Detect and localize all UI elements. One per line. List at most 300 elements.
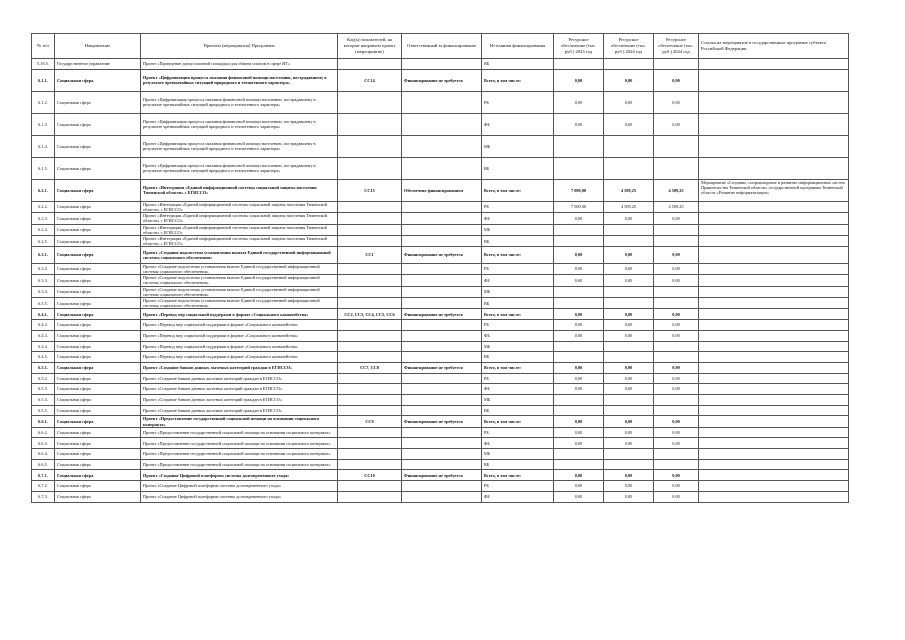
row-direction: Социальная сфера xyxy=(55,416,141,427)
row-direction: Социальная сфера xyxy=(55,341,141,352)
row-direction: Социальная сфера xyxy=(55,352,141,363)
row-value-2025: 0,00 xyxy=(654,438,699,449)
row-number: 6.2.3. xyxy=(32,213,55,224)
row-value-2024 xyxy=(604,352,654,363)
row-value-2023: 0,00 xyxy=(554,384,604,395)
row-direction: Социальная сфера xyxy=(55,263,141,274)
row-value-2025: 4 509,25 xyxy=(654,179,699,201)
row-value-2024: 0,00 xyxy=(604,330,654,341)
row-value-2025 xyxy=(654,394,699,405)
row-value-2023: 0,00 xyxy=(554,491,604,502)
row-kpi xyxy=(338,224,402,235)
table-row xyxy=(32,470,849,481)
row-project: Проект «Предоставление государственной социальной помощи на основании социального контракта» xyxy=(141,427,338,438)
table-row xyxy=(32,449,849,460)
row-project: Проект «Цифровизация процесса оказания финансовой помощи населению, пострадавшему в результате чрезвычайных ситуаций природного и техногенного характера» xyxy=(141,113,338,135)
row-responsible: Финансирование не требуется xyxy=(402,247,482,264)
row-value-2025: 0,00 xyxy=(654,330,699,341)
row-link-note xyxy=(699,384,849,395)
row-responsible: Финансирование не требуется xyxy=(402,69,482,91)
row-value-2025: 0,00 xyxy=(654,275,699,286)
row-responsible: Финансирование не требуется xyxy=(402,309,482,320)
row-number: 6.1.3. xyxy=(32,113,55,135)
row-number: 6.1.5. xyxy=(32,157,55,179)
row-number: 6.3.2. xyxy=(32,263,55,274)
row-kpi xyxy=(338,275,402,286)
row-value-2023: 0,00 xyxy=(554,275,604,286)
row-number: 6.3.5. xyxy=(32,298,55,309)
table-row xyxy=(32,416,849,427)
row-link-note xyxy=(699,224,849,235)
row-source: МБ xyxy=(482,449,554,460)
row-source: ВБ xyxy=(482,405,554,416)
row-responsible xyxy=(402,275,482,286)
row-value-2024 xyxy=(604,135,654,157)
row-link-note xyxy=(699,201,849,212)
row-value-2023: 0,00 xyxy=(554,91,604,113)
row-source: ФБ xyxy=(482,113,554,135)
row-kpi xyxy=(338,91,402,113)
row-number: 6.6.3. xyxy=(32,438,55,449)
row-value-2024: 0,00 xyxy=(604,263,654,274)
budget-table-page xyxy=(31,33,848,503)
row-direction: Социальная сфера xyxy=(55,298,141,309)
row-number: 6.4.2. xyxy=(32,320,55,331)
row-value-2024: 4 509,25 xyxy=(604,201,654,212)
row-direction: Социальная сфера xyxy=(55,438,141,449)
row-source: ВБ xyxy=(482,459,554,470)
row-direction: Социальная сфера xyxy=(55,247,141,264)
row-source: ВБ xyxy=(482,59,554,70)
row-value-2023: 0,00 xyxy=(554,263,604,274)
row-direction: Социальная сфера xyxy=(55,373,141,384)
row-value-2025: 0,00 xyxy=(654,470,699,481)
row-value-2024 xyxy=(604,157,654,179)
row-value-2024: 4 509,25 xyxy=(604,179,654,201)
row-source: РБ xyxy=(482,91,554,113)
row-project: Проект «Создание подсистемы установления выплат Единой государственной информационной системы социального обеспечения» xyxy=(141,247,338,264)
row-kpi xyxy=(338,427,402,438)
table-row xyxy=(32,275,849,286)
row-number: 6.6.1. xyxy=(32,416,55,427)
row-responsible xyxy=(402,373,482,384)
row-value-2025: 0,00 xyxy=(654,320,699,331)
row-value-2025 xyxy=(654,449,699,460)
row-value-2025: 0,00 xyxy=(654,416,699,427)
row-value-2024: 0,00 xyxy=(604,320,654,331)
row-value-2023: 0,00 xyxy=(554,373,604,384)
row-value-2024: 0,00 xyxy=(604,309,654,320)
row-link-note xyxy=(699,352,849,363)
row-value-2023 xyxy=(554,224,604,235)
row-value-2024 xyxy=(604,405,654,416)
row-link-note xyxy=(699,157,849,179)
row-kpi xyxy=(338,373,402,384)
row-kpi: СС1 xyxy=(338,247,402,264)
row-kpi xyxy=(338,59,402,70)
table-row xyxy=(32,481,849,492)
row-responsible xyxy=(402,157,482,179)
row-link-note xyxy=(699,286,849,297)
row-direction: Социальная сфера xyxy=(55,320,141,331)
row-project: Проект «Интеграция «Единой информационной системы социальной защиты населения Тюменской области» с ЕГИССО» xyxy=(141,224,338,235)
row-value-2024: 0,00 xyxy=(604,91,654,113)
row-kpi xyxy=(338,213,402,224)
row-source: МБ xyxy=(482,394,554,405)
row-link-note xyxy=(699,481,849,492)
row-source: МБ xyxy=(482,224,554,235)
row-kpi: СС10 xyxy=(338,470,402,481)
row-link-note xyxy=(699,491,849,502)
row-responsible xyxy=(402,286,482,297)
row-responsible xyxy=(402,320,482,331)
row-project: Проект «Цифровизация процесса оказания финансовой помощи населению, пострадавшему в результате чрезвычайных ситуаций природного и техногенного характера» xyxy=(141,157,338,179)
row-value-2025: 0,00 xyxy=(654,427,699,438)
table-row xyxy=(32,394,849,405)
row-kpi xyxy=(338,438,402,449)
row-project: Проект «Создание банков данных льготных категорий граждан в ЕГИССО» xyxy=(141,362,338,373)
row-value-2023: 7 000,00 xyxy=(554,179,604,201)
row-direction: Социальная сфера xyxy=(55,157,141,179)
row-kpi xyxy=(338,330,402,341)
row-link-note xyxy=(699,459,849,470)
row-project: Проект «Создание Цифровой платформы системы долговременного ухода» xyxy=(141,481,338,492)
row-value-2024 xyxy=(604,298,654,309)
row-number: 6.5.5. xyxy=(32,405,55,416)
table-row xyxy=(32,286,849,297)
row-value-2025 xyxy=(654,405,699,416)
row-value-2025: 0,00 xyxy=(654,481,699,492)
row-project: Проект «Перевод мер социальной поддержки в формат «Социального казначейства» xyxy=(141,352,338,363)
row-link-note xyxy=(699,470,849,481)
row-project: Проект «Интеграция «Единой информационной системы социальной защиты населения Тюменской области» с ЕГИССО» xyxy=(141,179,338,201)
row-project: Проект «Создание подсистемы установления выплат Единой государственной информационной системы социального обеспечения» xyxy=(141,298,338,309)
row-link-note xyxy=(699,394,849,405)
row-source: МБ xyxy=(482,286,554,297)
row-number: 6.1.2. xyxy=(32,91,55,113)
row-value-2023 xyxy=(554,394,604,405)
row-link-note xyxy=(699,405,849,416)
row-responsible xyxy=(402,235,482,246)
row-value-2023: 0,00 xyxy=(554,320,604,331)
table-row xyxy=(32,341,849,352)
row-value-2024: 0,00 xyxy=(604,275,654,286)
row-value-2023 xyxy=(554,157,604,179)
row-direction: Государственное управление xyxy=(55,59,141,70)
row-responsible xyxy=(402,384,482,395)
row-link-note xyxy=(699,263,849,274)
table-row xyxy=(32,309,849,320)
row-value-2023: 0,00 xyxy=(554,247,604,264)
row-direction: Социальная сфера xyxy=(55,213,141,224)
header-row xyxy=(32,34,849,59)
row-value-2025: 0,00 xyxy=(654,491,699,502)
row-direction: Социальная сфера xyxy=(55,113,141,135)
row-responsible xyxy=(402,113,482,135)
row-link-note xyxy=(699,298,849,309)
row-value-2023: 0,00 xyxy=(554,416,604,427)
row-value-2023: 0,00 xyxy=(554,470,604,481)
row-kpi: СС7, СС8 xyxy=(338,362,402,373)
row-project: Проект «Перевод мер социальной поддержки в формат «Социального казначейства» xyxy=(141,320,338,331)
row-value-2025 xyxy=(654,59,699,70)
row-value-2023 xyxy=(554,286,604,297)
row-value-2023: 0,00 xyxy=(554,69,604,91)
row-value-2024: 0,00 xyxy=(604,416,654,427)
row-kpi xyxy=(338,449,402,460)
row-value-2024: 0,00 xyxy=(604,384,654,395)
row-number: 6.2.1. xyxy=(32,179,55,201)
row-value-2024 xyxy=(604,341,654,352)
row-value-2024: 0,00 xyxy=(604,491,654,502)
row-link-note xyxy=(699,362,849,373)
row-value-2025: 4 509,25 xyxy=(654,201,699,212)
row-value-2025: 0,00 xyxy=(654,247,699,264)
row-value-2024: 0,00 xyxy=(604,470,654,481)
table-row xyxy=(32,384,849,395)
row-link-note xyxy=(699,135,849,157)
row-kpi xyxy=(338,298,402,309)
row-project: Проект «Создание подсистемы установления выплат Единой государственной информационной системы социального обеспечения» xyxy=(141,286,338,297)
row-kpi xyxy=(338,286,402,297)
row-value-2025: 0,00 xyxy=(654,69,699,91)
row-responsible xyxy=(402,449,482,460)
row-responsible: Обеспечено финансированием xyxy=(402,179,482,201)
row-project: Проект «Интеграция «Единой информационной системы социальной защиты населения Тюменской области» с ЕГИССО» xyxy=(141,213,338,224)
row-kpi xyxy=(338,481,402,492)
row-value-2025 xyxy=(654,235,699,246)
row-number: 6.6.2. xyxy=(32,427,55,438)
row-kpi: СС2, СС3, СС4, СС5, СС6 xyxy=(338,309,402,320)
row-value-2023 xyxy=(554,449,604,460)
row-source: РБ xyxy=(482,263,554,274)
row-direction: Социальная сфера xyxy=(55,286,141,297)
row-value-2023 xyxy=(554,298,604,309)
row-project: Проект «Перевод мер социальной поддержки в формат «Социального казначейства» xyxy=(141,309,338,320)
row-link-note xyxy=(699,113,849,135)
row-responsible xyxy=(402,352,482,363)
row-link-note xyxy=(699,320,849,331)
row-value-2025: 0,00 xyxy=(654,373,699,384)
row-number: 6.5.4. xyxy=(32,394,55,405)
row-kpi xyxy=(338,235,402,246)
row-value-2024: 0,00 xyxy=(604,427,654,438)
row-responsible xyxy=(402,394,482,405)
row-source: ФБ xyxy=(482,438,554,449)
row-direction: Социальная сфера xyxy=(55,449,141,460)
row-value-2023 xyxy=(554,341,604,352)
row-kpi xyxy=(338,157,402,179)
row-responsible xyxy=(402,341,482,352)
row-direction: Социальная сфера xyxy=(55,405,141,416)
row-direction: Социальная сфера xyxy=(55,235,141,246)
row-direction: Социальная сфера xyxy=(55,470,141,481)
row-value-2023 xyxy=(554,459,604,470)
row-link-note: Мероприятие «Создание, сопровождение и развитие информационных систем Правительства Тюменской области» государственной программы Тюменской области «Развитие информатизации» xyxy=(699,179,849,201)
row-kpi: СС15 xyxy=(338,179,402,201)
header-link: Ссылка на мероприятие в государственные программе субъекта Российской Федерации xyxy=(699,34,849,59)
row-value-2023: 0,00 xyxy=(554,213,604,224)
row-project: Проект «Цифровизация процесса оказания финансовой помощи населению, пострадавшему в результате чрезвычайных ситуаций природного и техногенного характера» xyxy=(141,69,338,91)
row-value-2024 xyxy=(604,224,654,235)
row-source: Всего, в том числе: xyxy=(482,309,554,320)
row-kpi xyxy=(338,352,402,363)
row-project: Проект «Цифровизация процесса оказания финансовой помощи населению, пострадавшему в результате чрезвычайных ситуаций природного и техногенного характера» xyxy=(141,91,338,113)
table-row xyxy=(32,113,849,135)
row-source: МБ xyxy=(482,135,554,157)
row-value-2025: 0,00 xyxy=(654,384,699,395)
row-value-2024: 0,00 xyxy=(604,481,654,492)
row-source: Всего, в том числе: xyxy=(482,362,554,373)
row-number: 6.4.4. xyxy=(32,341,55,352)
row-value-2025 xyxy=(654,286,699,297)
row-project: Проект «Интеграция «Единой информационной системы социальной защиты населения Тюменской области» с ЕГИССО» xyxy=(141,201,338,212)
row-number: 6.4.5. xyxy=(32,352,55,363)
row-source: РБ xyxy=(482,201,554,212)
row-source: Всего, в том числе: xyxy=(482,179,554,201)
row-source: ФБ xyxy=(482,491,554,502)
row-project: Проект «Создание банков данных льготных категорий граждан в ЕГИССО» xyxy=(141,394,338,405)
row-direction: Социальная сфера xyxy=(55,69,141,91)
row-responsible xyxy=(402,59,482,70)
header-direction: Направление xyxy=(55,34,141,59)
row-project: Проект «Предоставление государственной социальной помощи на основании социального контракта» xyxy=(141,449,338,460)
row-link-note xyxy=(699,235,849,246)
row-value-2023 xyxy=(554,135,604,157)
row-value-2024: 0,00 xyxy=(604,113,654,135)
row-value-2023: 0,00 xyxy=(554,113,604,135)
row-value-2023: 0,00 xyxy=(554,438,604,449)
row-responsible xyxy=(402,298,482,309)
row-kpi xyxy=(338,491,402,502)
row-source: РБ xyxy=(482,320,554,331)
table-row xyxy=(32,330,849,341)
table-row xyxy=(32,459,849,470)
row-kpi: СС14 xyxy=(338,69,402,91)
row-project: Проект «Создание Цифровой платформы системы долговременного ухода» xyxy=(141,470,338,481)
row-value-2025: 0,00 xyxy=(654,91,699,113)
row-number: 6.6.5. xyxy=(32,459,55,470)
row-source: Всего, в том числе: xyxy=(482,247,554,264)
row-source: РБ xyxy=(482,373,554,384)
row-kpi xyxy=(338,341,402,352)
row-number: 5.16.5. xyxy=(32,59,55,70)
table-body xyxy=(32,59,849,503)
table-row xyxy=(32,352,849,363)
table-row xyxy=(32,491,849,502)
row-responsible xyxy=(402,481,482,492)
row-direction: Социальная сфера xyxy=(55,481,141,492)
row-kpi xyxy=(338,263,402,274)
table-row xyxy=(32,201,849,212)
row-value-2023 xyxy=(554,405,604,416)
row-responsible: Финансирование не требуется xyxy=(402,362,482,373)
row-number: 6.3.3. xyxy=(32,275,55,286)
row-source: ВБ xyxy=(482,352,554,363)
table-row xyxy=(32,224,849,235)
row-value-2023: 0,00 xyxy=(554,362,604,373)
table-row xyxy=(32,427,849,438)
table-row xyxy=(32,213,849,224)
row-direction: Социальная сфера xyxy=(55,491,141,502)
row-number: 6.2.2. xyxy=(32,201,55,212)
row-project: Проект «Перевод мер социальной поддержки в формат «Социального казначейства» xyxy=(141,341,338,352)
row-project: Проект «Интеграция «Единой информационной системы социальной защиты населения Тюменской области» с ЕГИССО» xyxy=(141,235,338,246)
row-number: 6.5.1. xyxy=(32,362,55,373)
row-source: Всего, в том числе: xyxy=(482,470,554,481)
row-direction: Социальная сфера xyxy=(55,330,141,341)
row-value-2025: 0,00 xyxy=(654,362,699,373)
row-value-2024: 0,00 xyxy=(604,373,654,384)
row-kpi xyxy=(338,394,402,405)
row-value-2025 xyxy=(654,135,699,157)
row-source: ФБ xyxy=(482,275,554,286)
row-direction: Социальная сфера xyxy=(55,91,141,113)
table-row xyxy=(32,69,849,91)
row-direction: Социальная сфера xyxy=(55,362,141,373)
table-row xyxy=(32,179,849,201)
row-responsible xyxy=(402,438,482,449)
row-value-2023: 7 000,00 xyxy=(554,201,604,212)
row-responsible xyxy=(402,201,482,212)
row-link-note xyxy=(699,427,849,438)
row-source: ФБ xyxy=(482,213,554,224)
row-number: 6.1.4. xyxy=(32,135,55,157)
row-source: ВБ xyxy=(482,235,554,246)
row-direction: Социальная сфера xyxy=(55,427,141,438)
row-direction: Социальная сфера xyxy=(55,224,141,235)
row-responsible xyxy=(402,263,482,274)
row-number: 6.7.1. xyxy=(32,470,55,481)
header-2025: Ресурсное обеспечение (тыс. руб.) 2024 год xyxy=(654,34,699,59)
table-row xyxy=(32,362,849,373)
table-row xyxy=(32,373,849,384)
row-source: ФБ xyxy=(482,330,554,341)
row-direction: Социальная сфера xyxy=(55,201,141,212)
row-kpi xyxy=(338,113,402,135)
row-project: Проект «Создание Цифровой платформы системы долговременного ухода» xyxy=(141,491,338,502)
row-link-note xyxy=(699,213,849,224)
row-number: 6.4.1. xyxy=(32,309,55,320)
row-direction: Социальная сфера xyxy=(55,394,141,405)
row-value-2023: 0,00 xyxy=(554,481,604,492)
row-project: Проект «Предоставление государственной социальной помощи на основании социального контракта» xyxy=(141,459,338,470)
row-number: 6.2.4. xyxy=(32,224,55,235)
row-value-2025 xyxy=(654,157,699,179)
table-row xyxy=(32,405,849,416)
row-kpi xyxy=(338,201,402,212)
row-number: 6.4.3. xyxy=(32,330,55,341)
row-responsible xyxy=(402,135,482,157)
table-row xyxy=(32,320,849,331)
row-link-note xyxy=(699,330,849,341)
table-row xyxy=(32,438,849,449)
row-project: Проект «Проведение дискуссионной площадки для обмена опытом в сфере ИТ» xyxy=(141,59,338,70)
row-source: МБ xyxy=(482,341,554,352)
row-value-2024: 0,00 xyxy=(604,438,654,449)
row-value-2024 xyxy=(604,449,654,460)
row-value-2023: 0,00 xyxy=(554,330,604,341)
table-row xyxy=(32,59,849,70)
row-link-note xyxy=(699,91,849,113)
row-value-2024: 0,00 xyxy=(604,69,654,91)
row-project: Проект «Перевод мер социальной поддержки в формат «Социального казначейства» xyxy=(141,330,338,341)
row-project: Проект «Создание подсистемы установления выплат Единой государственной информационной системы социального обеспечения» xyxy=(141,263,338,274)
table-row xyxy=(32,157,849,179)
row-link-note xyxy=(699,416,849,427)
row-number: 6.7.3. xyxy=(32,491,55,502)
header-2024: Ресурсное обеспечение (тыс. руб.) 2024 год xyxy=(604,34,654,59)
